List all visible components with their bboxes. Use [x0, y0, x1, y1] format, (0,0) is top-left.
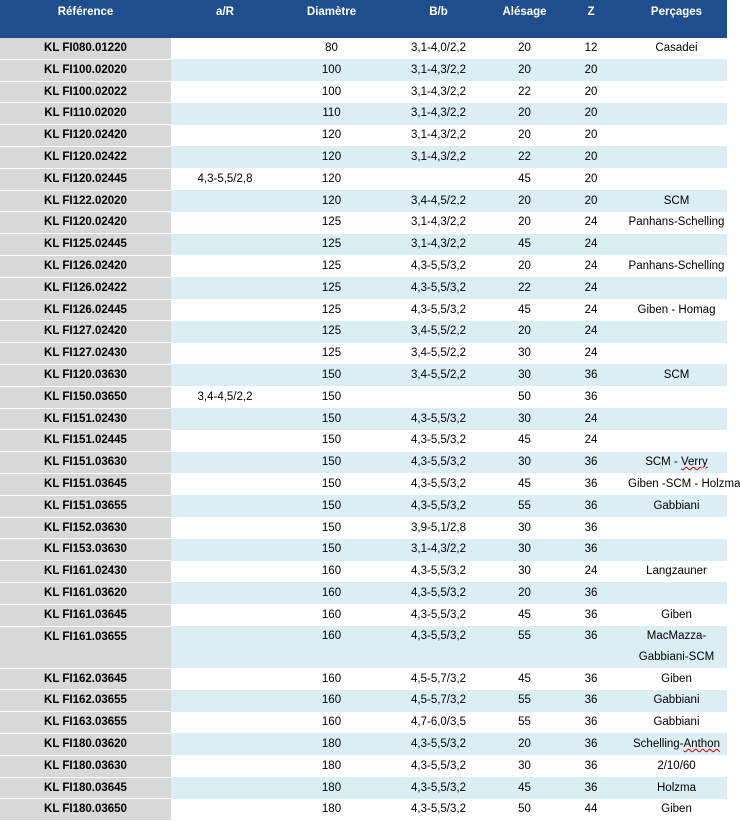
table-row	[0, 604, 727, 626]
cell-percages: Gabbiani	[626, 690, 727, 712]
cell-alesage: 30	[493, 408, 556, 430]
cell-diametre: 180	[279, 799, 384, 821]
cell-a-r	[171, 539, 279, 561]
table-row	[0, 755, 727, 777]
table-row	[0, 321, 727, 343]
cell-percages: SCM	[626, 364, 727, 386]
cell-a-r	[171, 712, 279, 734]
cell-diametre: 120	[279, 168, 384, 190]
cell-percages: Schelling-Anthon	[626, 733, 727, 755]
cell-diametre: 150	[279, 386, 384, 408]
cell-reference: KL FI150.03650	[0, 386, 171, 408]
table-body	[0, 38, 740, 821]
cell-z: 44	[556, 799, 626, 821]
cell-a-r	[171, 668, 279, 690]
cell-a-r	[171, 343, 279, 365]
cell-diametre: 100	[279, 59, 384, 81]
table-row	[0, 777, 727, 799]
cell-reference: KL FI122.02020	[0, 190, 171, 212]
cell-a-r	[171, 38, 279, 59]
cell-alesage: 45	[493, 604, 556, 626]
cell-alesage: 22	[493, 81, 556, 103]
table-row	[0, 539, 727, 561]
header-reference: Référence	[0, 0, 171, 38]
cell-z: 36	[556, 712, 626, 734]
cell-diametre: 160	[279, 690, 384, 712]
cell-a-r	[171, 733, 279, 755]
cell-b-b: 4,3-5,5/3,2	[384, 452, 493, 474]
cell-reference: KL FI180.03630	[0, 755, 171, 777]
cell-z: 36	[556, 582, 626, 604]
cell-z: 20	[556, 103, 626, 125]
cell-reference: KL FI120.02420	[0, 212, 171, 234]
cell-reference: KL FI162.03645	[0, 668, 171, 690]
cell-reference: KL FI151.02445	[0, 430, 171, 452]
cell-diametre: 120	[279, 146, 384, 168]
table-row	[0, 473, 727, 495]
cell-alesage: 30	[493, 364, 556, 386]
cell-reference: KL FI180.03650	[0, 799, 171, 821]
cell-alesage: 30	[493, 755, 556, 777]
cell-a-r: 4,3-5,5/2,8	[171, 168, 279, 190]
cell-reference: KL FI151.03630	[0, 452, 171, 474]
cell-reference: KL FI162.03655	[0, 690, 171, 712]
cell-percages	[626, 234, 727, 256]
cell-diametre: 160	[279, 668, 384, 690]
table-row	[0, 386, 727, 408]
cell-alesage: 22	[493, 146, 556, 168]
table-row	[0, 299, 727, 321]
cell-a-r	[171, 690, 279, 712]
cell-reference: KL FI161.03655	[0, 626, 171, 668]
cell-diametre: 125	[279, 255, 384, 277]
header-a-r: a/R	[171, 0, 279, 38]
cell-alesage: 20	[493, 59, 556, 81]
cell-reference: KL FI180.03645	[0, 777, 171, 799]
cell-alesage: 20	[493, 38, 556, 59]
cell-b-b: 3,1-4,3/2,2	[384, 103, 493, 125]
cell-percages	[626, 168, 727, 190]
cell-reference: KL FI110.02020	[0, 103, 171, 125]
cell-reference: KL FI120.02445	[0, 168, 171, 190]
cell-diametre: 120	[279, 125, 384, 147]
cell-a-r	[171, 452, 279, 474]
cell-b-b: 3,1-4,3/2,2	[384, 59, 493, 81]
cell-percages: Panhans-Schelling	[626, 212, 727, 234]
cell-percages	[626, 125, 727, 147]
cell-alesage: 30	[493, 561, 556, 583]
cell-a-r	[171, 234, 279, 256]
cell-z: 24	[556, 343, 626, 365]
cell-a-r	[171, 408, 279, 430]
cell-reference: KL FI126.02445	[0, 299, 171, 321]
header-alesage: Alésage	[493, 0, 556, 38]
cell-b-b: 4,3-5,5/3,2	[384, 430, 493, 452]
cell-a-r	[171, 626, 279, 668]
cell-z: 24	[556, 561, 626, 583]
table-row	[0, 626, 727, 668]
cell-alesage: 20	[493, 125, 556, 147]
cell-reference: KL FI151.03645	[0, 473, 171, 495]
cell-alesage: 45	[493, 668, 556, 690]
cell-b-b: 4,3-5,5/3,2	[384, 408, 493, 430]
cell-a-r	[171, 473, 279, 495]
cell-alesage: 20	[493, 255, 556, 277]
cell-diametre: 150	[279, 495, 384, 517]
cell-reference: KL FI161.03645	[0, 604, 171, 626]
cell-diametre: 125	[279, 277, 384, 299]
cell-reference: KL FI120.02420	[0, 125, 171, 147]
cell-percages: MacMazza-Gabbiani-SCM	[626, 626, 727, 668]
cell-reference: KL FI080.01220	[0, 38, 171, 59]
cell-reference: KL FI151.02430	[0, 408, 171, 430]
cell-percages	[626, 517, 727, 539]
cell-diametre: 180	[279, 777, 384, 799]
cell-reference: KL FI127.02430	[0, 343, 171, 365]
cell-a-r	[171, 321, 279, 343]
cell-reference: KL FI100.02022	[0, 81, 171, 103]
cell-percages	[626, 582, 727, 604]
cell-diametre: 160	[279, 712, 384, 734]
cell-b-b: 3,1-4,0/2,2	[384, 38, 493, 59]
cell-reference: KL FI163.03655	[0, 712, 171, 734]
table-row	[0, 452, 727, 474]
cell-reference: KL FI127.02420	[0, 321, 171, 343]
cell-percages: Giben	[626, 604, 727, 626]
cell-z: 24	[556, 234, 626, 256]
cell-reference: KL FI161.03620	[0, 582, 171, 604]
cell-reference: KL FI151.03655	[0, 495, 171, 517]
cell-alesage: 20	[493, 733, 556, 755]
cell-z: 36	[556, 495, 626, 517]
cell-diametre: 110	[279, 103, 384, 125]
cell-a-r	[171, 103, 279, 125]
cell-percages	[626, 343, 727, 365]
cell-alesage: 45	[493, 473, 556, 495]
cell-alesage: 30	[493, 452, 556, 474]
cell-diametre: 125	[279, 299, 384, 321]
cell-z: 24	[556, 408, 626, 430]
cell-z: 36	[556, 668, 626, 690]
cell-b-b: 3,4-5,5/2,2	[384, 343, 493, 365]
cell-reference: KL FI100.02020	[0, 59, 171, 81]
cell-z: 36	[556, 473, 626, 495]
cell-b-b: 4,3-5,5/3,2	[384, 733, 493, 755]
cell-percages: SCM - Verry	[626, 452, 727, 474]
cell-z: 36	[556, 386, 626, 408]
cell-a-r	[171, 299, 279, 321]
cell-b-b: 4,3-5,5/3,2	[384, 777, 493, 799]
cell-percages: Casadei	[626, 38, 727, 59]
cell-z: 20	[556, 168, 626, 190]
cell-reference: KL FI120.03630	[0, 364, 171, 386]
cell-a-r	[171, 430, 279, 452]
cell-diametre: 120	[279, 190, 384, 212]
cell-percages	[626, 408, 727, 430]
cell-percages	[626, 277, 727, 299]
cell-b-b: 4,3-5,5/3,2	[384, 277, 493, 299]
header-percages: Perçages	[626, 0, 727, 38]
cell-alesage: 55	[493, 495, 556, 517]
table-row	[0, 38, 727, 59]
cell-alesage: 45	[493, 430, 556, 452]
cell-b-b: 4,5-5,7/3,2	[384, 668, 493, 690]
cell-a-r	[171, 212, 279, 234]
cell-reference: KL FI180.03620	[0, 733, 171, 755]
cell-a-r	[171, 81, 279, 103]
cell-a-r	[171, 777, 279, 799]
table-row	[0, 799, 727, 821]
cell-z: 24	[556, 430, 626, 452]
cell-b-b: 4,3-5,5/3,2	[384, 561, 493, 583]
cell-a-r	[171, 495, 279, 517]
cell-diametre: 150	[279, 452, 384, 474]
cell-alesage: 50	[493, 386, 556, 408]
cell-a-r	[171, 125, 279, 147]
cell-b-b: 4,3-5,5/3,2	[384, 473, 493, 495]
cell-alesage: 20	[493, 103, 556, 125]
cell-b-b: 3,4-4,5/2,2	[384, 190, 493, 212]
cell-percages: 2/10/60	[626, 755, 727, 777]
cell-z: 36	[556, 755, 626, 777]
cell-a-r	[171, 517, 279, 539]
cell-z: 24	[556, 299, 626, 321]
cell-a-r	[171, 59, 279, 81]
cell-a-r	[171, 364, 279, 386]
cell-percages: Giben	[626, 799, 727, 821]
header-row	[0, 0, 727, 38]
cell-diametre: 160	[279, 582, 384, 604]
cell-b-b: 3,9-5,1/2,8	[384, 517, 493, 539]
cell-z: 20	[556, 81, 626, 103]
cell-b-b: 3,1-4,3/2,2	[384, 539, 493, 561]
cell-z: 24	[556, 321, 626, 343]
cell-z: 36	[556, 539, 626, 561]
cell-diametre: 80	[279, 38, 384, 59]
cell-percages: Giben - Homag	[626, 299, 727, 321]
cell-percages: Panhans-Schelling	[626, 255, 727, 277]
cell-reference: KL FI153.03630	[0, 539, 171, 561]
cell-alesage: 30	[493, 517, 556, 539]
cell-alesage: 55	[493, 626, 556, 668]
cell-alesage: 55	[493, 690, 556, 712]
cell-percages: Langzauner	[626, 561, 727, 583]
cell-b-b: 4,3-5,5/3,2	[384, 604, 493, 626]
table-row	[0, 668, 727, 690]
cell-z: 36	[556, 517, 626, 539]
table-row	[0, 103, 727, 125]
cell-z: 20	[556, 190, 626, 212]
cell-percages	[626, 59, 727, 81]
cell-diametre: 100	[279, 81, 384, 103]
table-row	[0, 408, 727, 430]
table-row	[0, 277, 727, 299]
cell-diametre: 150	[279, 517, 384, 539]
cell-a-r	[171, 277, 279, 299]
cell-z: 20	[556, 59, 626, 81]
cell-percages	[626, 539, 727, 561]
cell-b-b: 3,1-4,3/2,2	[384, 125, 493, 147]
cell-reference: KL FI161.02430	[0, 561, 171, 583]
cell-z: 36	[556, 364, 626, 386]
cell-diametre: 125	[279, 234, 384, 256]
cell-alesage: 30	[493, 539, 556, 561]
cell-alesage: 20	[493, 190, 556, 212]
cell-diametre: 150	[279, 364, 384, 386]
cell-b-b: 4,3-5,5/3,2	[384, 799, 493, 821]
cell-a-r	[171, 561, 279, 583]
cell-b-b: 3,4-5,5/2,2	[384, 321, 493, 343]
cell-a-r	[171, 146, 279, 168]
table-row	[0, 255, 727, 277]
table-row	[0, 343, 727, 365]
cell-reference: KL FI126.02420	[0, 255, 171, 277]
table-row	[0, 690, 727, 712]
cell-diametre: 160	[279, 561, 384, 583]
table-row	[0, 582, 727, 604]
cell-z: 20	[556, 146, 626, 168]
cell-percages: SCM	[626, 190, 727, 212]
cell-a-r	[171, 582, 279, 604]
cell-diametre: 125	[279, 343, 384, 365]
cell-b-b: 4,3-5,5/3,2	[384, 299, 493, 321]
cell-alesage: 30	[493, 343, 556, 365]
cell-alesage: 22	[493, 277, 556, 299]
table-row	[0, 190, 727, 212]
cell-b-b	[384, 386, 493, 408]
cell-z: 36	[556, 626, 626, 668]
cell-z: 24	[556, 255, 626, 277]
cell-diametre: 125	[279, 321, 384, 343]
header-z: Z	[556, 0, 626, 38]
cell-percages: Gabbiani	[626, 495, 727, 517]
cell-a-r	[171, 255, 279, 277]
cell-a-r	[171, 604, 279, 626]
cell-z: 20	[556, 125, 626, 147]
cell-percages	[626, 81, 727, 103]
cell-z: 36	[556, 604, 626, 626]
cell-a-r	[171, 755, 279, 777]
cell-diametre: 160	[279, 626, 384, 668]
cell-a-r	[171, 799, 279, 821]
cell-alesage: 50	[493, 799, 556, 821]
cell-percages	[626, 146, 727, 168]
cell-percages	[626, 321, 727, 343]
cell-percages: Gabbiani	[626, 712, 727, 734]
cell-diametre: 180	[279, 755, 384, 777]
cell-diametre: 150	[279, 473, 384, 495]
table-row	[0, 212, 727, 234]
cell-b-b: 4,3-5,5/3,2	[384, 755, 493, 777]
table-row	[0, 561, 727, 583]
cell-reference: KL FI120.02422	[0, 146, 171, 168]
cell-percages: Giben	[626, 668, 727, 690]
cell-a-r	[171, 190, 279, 212]
cell-z: 24	[556, 277, 626, 299]
cell-z: 12	[556, 38, 626, 59]
cell-b-b: 3,1-4,3/2,2	[384, 234, 493, 256]
table-row	[0, 495, 727, 517]
cell-b-b: 3,1-4,3/2,2	[384, 212, 493, 234]
cell-alesage: 45	[493, 234, 556, 256]
table-row	[0, 234, 727, 256]
cell-reference: KL FI125.02445	[0, 234, 171, 256]
cell-percages	[626, 386, 727, 408]
cell-z: 36	[556, 452, 626, 474]
table-row	[0, 364, 727, 386]
cell-percages	[626, 103, 727, 125]
cell-b-b: 4,3-5,5/3,2	[384, 626, 493, 668]
cell-percages: Giben -SCM - Holzma	[626, 473, 727, 495]
cell-z: 36	[556, 690, 626, 712]
header-diametre: Diamètre	[279, 0, 384, 38]
cell-alesage: 20	[493, 582, 556, 604]
cell-b-b: 3,1-4,3/2,2	[384, 81, 493, 103]
header-b-b: B/b	[384, 0, 493, 38]
cell-b-b: 3,4-5,5/2,2	[384, 364, 493, 386]
cell-alesage: 45	[493, 777, 556, 799]
cell-alesage: 45	[493, 299, 556, 321]
cell-diametre: 125	[279, 212, 384, 234]
table-row	[0, 146, 727, 168]
cell-reference: KL FI126.02422	[0, 277, 171, 299]
cell-reference: KL FI152.03630	[0, 517, 171, 539]
cell-alesage: 55	[493, 712, 556, 734]
table-row	[0, 125, 727, 147]
cell-alesage: 20	[493, 212, 556, 234]
table-row	[0, 517, 727, 539]
cell-b-b: 3,1-4,3/2,2	[384, 146, 493, 168]
cell-b-b: 4,3-5,5/3,2	[384, 495, 493, 517]
table-row	[0, 81, 727, 103]
cell-diametre: 180	[279, 733, 384, 755]
cell-b-b: 4,3-5,5/3,2	[384, 582, 493, 604]
table-row	[0, 712, 727, 734]
cell-alesage: 20	[493, 321, 556, 343]
cell-z: 36	[556, 777, 626, 799]
cell-a-r: 3,4-4,5/2,2	[171, 386, 279, 408]
cell-diametre: 150	[279, 539, 384, 561]
cell-z: 24	[556, 212, 626, 234]
cell-percages: Holzma	[626, 777, 727, 799]
table-row	[0, 59, 727, 81]
table-row	[0, 430, 727, 452]
cell-b-b: 4,7-6,0/3,5	[384, 712, 493, 734]
cell-b-b: 4,3-5,5/3,2	[384, 255, 493, 277]
cell-diametre: 150	[279, 408, 384, 430]
cell-b-b	[384, 168, 493, 190]
cell-diametre: 150	[279, 430, 384, 452]
cell-diametre: 160	[279, 604, 384, 626]
cell-b-b: 4,5-5,7/3,2	[384, 690, 493, 712]
cell-z: 36	[556, 733, 626, 755]
cell-percages	[626, 430, 727, 452]
table-row	[0, 168, 727, 190]
cell-alesage: 45	[493, 168, 556, 190]
table-row	[0, 733, 727, 755]
